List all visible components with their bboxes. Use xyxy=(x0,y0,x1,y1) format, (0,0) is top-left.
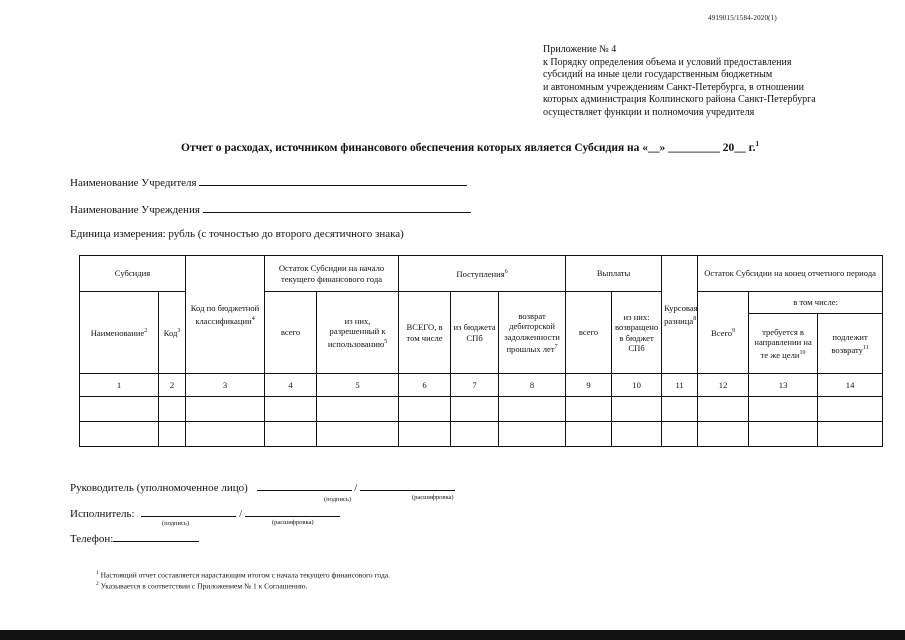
appendix-line: субсидий на иные цели государственным бюджетным xyxy=(543,69,773,81)
col-number: 9 xyxy=(566,374,612,397)
col-number: 7 xyxy=(451,374,499,397)
header-exchange-text: Курсовая разница xyxy=(664,303,698,326)
phone-label: Телефон: xyxy=(70,533,114,545)
header-subsidy: Субсидия xyxy=(80,256,186,292)
table-row xyxy=(80,422,883,447)
footnote-number: 1 xyxy=(96,570,99,576)
table-cell[interactable] xyxy=(662,397,698,422)
institution-label: Наименование Учреждения xyxy=(70,204,200,216)
header-start-balance: Остаток Субсидии на начало текущего финансового года xyxy=(265,256,399,292)
footnote-text: Указывается в соответствии с Приложением № 1 к Соглашению. xyxy=(100,581,308,591)
slash: / xyxy=(239,508,243,520)
table-row xyxy=(80,397,883,422)
header-budget-code xyxy=(186,256,265,374)
col-number: 3 xyxy=(186,374,265,397)
table-cell[interactable] xyxy=(612,397,662,422)
table-cell[interactable] xyxy=(265,397,317,422)
header-name-text: Наименование xyxy=(90,328,145,339)
column-number-row xyxy=(80,374,883,397)
head-decoding-line[interactable] xyxy=(360,480,455,491)
table-cell[interactable] xyxy=(749,422,818,447)
footnote-text: Настоящий отчет составляется нарастающим итогом с начала текущего финансового года. xyxy=(100,570,390,580)
col-number: 5 xyxy=(317,374,399,397)
report-title xyxy=(120,140,820,154)
header-payments: Выплаты xyxy=(566,256,662,292)
appendix-line: которых администрация Колпинского района Санкт-Петербурга xyxy=(543,94,816,106)
head-signature-line[interactable] xyxy=(257,480,352,491)
scan-edge xyxy=(0,630,905,640)
table-cell[interactable] xyxy=(818,397,883,422)
phone-field xyxy=(70,531,199,545)
table-cell[interactable] xyxy=(399,422,451,447)
header-row xyxy=(80,256,883,292)
footnote-ref: 6 xyxy=(504,269,508,276)
footnote-ref: 10 xyxy=(799,349,806,356)
header-code xyxy=(159,292,186,374)
header-income-debt-text: возврат дебиторской задолженности прошлых лет xyxy=(504,310,560,354)
col-number: 1 xyxy=(80,374,159,397)
header-end-incl: в том числе: xyxy=(749,292,883,314)
header-start-allowed-text: из них, разрешенный к использованию xyxy=(327,315,386,349)
table-cell[interactable] xyxy=(566,397,612,422)
footnote-number: 2 xyxy=(96,581,99,587)
header-income-debt xyxy=(499,292,566,374)
header-end-refund xyxy=(818,314,883,374)
footnote xyxy=(96,581,307,591)
header-income-total: ВСЕГО, в том числе xyxy=(399,292,451,374)
header-income xyxy=(399,256,566,292)
table-cell[interactable] xyxy=(80,397,159,422)
header-pay-returned: из них: возвращено в бюджет СПб xyxy=(612,292,662,374)
founder-input-line[interactable] xyxy=(199,175,467,186)
caption-signature: (подпись) xyxy=(162,520,189,527)
founder-label: Наименование Учредителя xyxy=(70,177,197,189)
head-label: Руководитель (уполномоченное лицо) xyxy=(70,482,248,494)
institution-field xyxy=(70,202,471,216)
document-number: 4919015/1584-2020(1) xyxy=(708,14,777,22)
table-cell[interactable] xyxy=(499,397,566,422)
appendix-line: к Порядку определения объема и условий предоставления xyxy=(543,56,792,68)
appendix-line: и автономным учреждениям Санкт-Петербурга, в отношении xyxy=(543,81,805,93)
footnote-ref: 8 xyxy=(693,315,697,322)
footnote-ref: 1 xyxy=(755,140,759,148)
header-start-allowed xyxy=(317,292,399,374)
col-number: 11 xyxy=(662,374,698,397)
table-cell[interactable] xyxy=(186,422,265,447)
executor-signature-line[interactable] xyxy=(141,506,236,517)
header-end-needed-text: требуется в направлении на те же цели xyxy=(754,326,812,360)
col-number: 10 xyxy=(612,374,662,397)
table-cell[interactable] xyxy=(186,397,265,422)
executor-label: Исполнитель: xyxy=(70,508,135,520)
header-end-needed xyxy=(749,314,818,374)
col-number: 6 xyxy=(399,374,451,397)
header-code-text: Код xyxy=(163,328,178,339)
header-end-refund-text: подлежит возврату xyxy=(831,332,868,355)
executor-signature xyxy=(70,506,340,520)
report-table xyxy=(79,255,883,447)
table-cell[interactable] xyxy=(451,422,499,447)
appendix-line: осуществляет функции и полномочия учредителя xyxy=(543,106,755,118)
header-pay-total: всего xyxy=(566,292,612,374)
header-income-text: Поступления xyxy=(456,269,505,280)
table-cell[interactable] xyxy=(698,422,749,447)
unit-of-measure: Единица измерения: рубль (с точностью до второго десятичного знака) xyxy=(70,228,404,240)
footnote-ref: 11 xyxy=(862,344,869,351)
footnote-ref: 5 xyxy=(384,338,388,345)
appendix-note xyxy=(543,44,873,120)
col-number: 14 xyxy=(818,374,883,397)
header-end-total xyxy=(698,292,749,374)
header-budget-code-text: Код по бюджетной классификации xyxy=(190,303,260,326)
header-income-budget: из бюджета СПб xyxy=(451,292,499,374)
appendix-line: Приложение № 4 xyxy=(543,44,617,55)
caption-decoding: (расшифровка) xyxy=(412,494,454,501)
table-cell[interactable] xyxy=(317,422,399,447)
head-signature xyxy=(70,480,455,494)
col-number: 13 xyxy=(749,374,818,397)
footnote-ref: 4 xyxy=(251,315,255,322)
table-cell[interactable] xyxy=(451,397,499,422)
table-cell[interactable] xyxy=(399,397,451,422)
col-number: 12 xyxy=(698,374,749,397)
report-title-text: Отчет о расходах, источником финансового обеспечения которых является Субсидия на «__» _________ 20__ г. xyxy=(181,141,756,154)
header-end-balance: Остаток Субсидии на конец отчетного периода xyxy=(698,256,883,292)
table-cell[interactable] xyxy=(818,422,883,447)
footnote-ref: 9 xyxy=(732,328,736,335)
footnote-ref: 7 xyxy=(554,344,558,351)
header-start-total: всего xyxy=(265,292,317,374)
founder-field xyxy=(70,175,467,189)
header-end-total-text: Всего xyxy=(711,328,733,339)
footnote-ref: 3 xyxy=(177,328,181,335)
header-name xyxy=(80,292,159,374)
col-number: 4 xyxy=(265,374,317,397)
footnote-ref: 2 xyxy=(144,328,148,335)
col-number: 2 xyxy=(159,374,186,397)
slash: / xyxy=(354,482,358,494)
executor-decoding-line[interactable] xyxy=(245,506,340,517)
table-cell[interactable] xyxy=(159,397,186,422)
table-cell[interactable] xyxy=(159,422,186,447)
table-cell[interactable] xyxy=(698,397,749,422)
header-exchange xyxy=(662,256,698,374)
table-cell[interactable] xyxy=(265,422,317,447)
caption-decoding: (расшифровка) xyxy=(272,519,314,526)
table-cell[interactable] xyxy=(749,397,818,422)
table-cell[interactable] xyxy=(499,422,566,447)
table-cell[interactable] xyxy=(317,397,399,422)
table-cell[interactable] xyxy=(566,422,612,447)
table-cell[interactable] xyxy=(662,422,698,447)
phone-input-line[interactable] xyxy=(113,531,199,542)
footnote xyxy=(96,570,390,580)
table-cell[interactable] xyxy=(80,422,159,447)
col-number: 8 xyxy=(499,374,566,397)
caption-signature: (подпись) xyxy=(324,496,351,503)
table-cell[interactable] xyxy=(612,422,662,447)
institution-input-line[interactable] xyxy=(203,202,471,213)
